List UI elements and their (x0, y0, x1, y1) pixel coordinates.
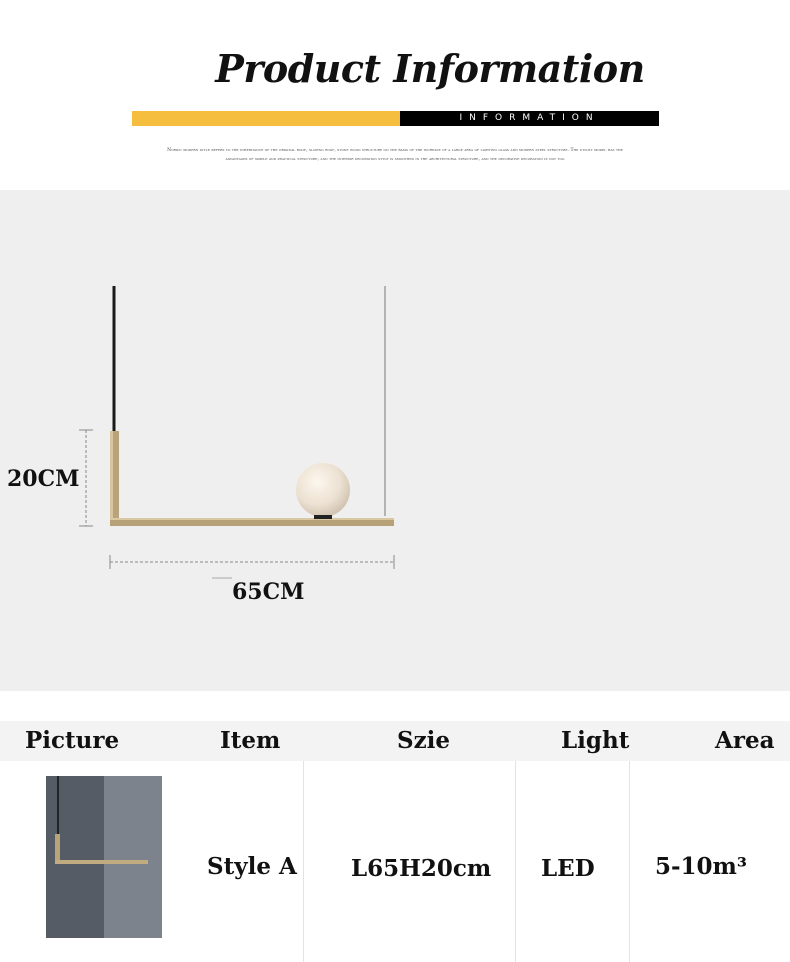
spec-table-row (0, 761, 790, 962)
spec-table-header (0, 721, 790, 761)
cell-size: L65H20cm (351, 855, 492, 882)
cell-item: Style A (207, 853, 297, 880)
column-divider (515, 761, 516, 962)
thumbnail-image (46, 776, 162, 938)
column-divider (629, 761, 630, 962)
header-section (0, 0, 790, 190)
cell-light: LED (541, 855, 595, 882)
description-text: Nordic modern style refers to the inheritance of the original roof, sloping roof, stone wood structure on the basis of the increase of a large area of lighting glass and modern steel structure. The utility model has the advantages of simple and practical structure, and the interior decoration style is smoothed in the architectural structure, and the decorative decoration is not too (167, 148, 623, 162)
header-light: Light (561, 727, 630, 754)
column-divider (303, 761, 304, 962)
header-picture: Picture (25, 727, 120, 754)
product-thumbnail (46, 776, 162, 938)
cell-area: 5-10m³ (655, 853, 747, 880)
header-item: Item (220, 727, 281, 754)
header-size: Szie (397, 727, 451, 754)
header-area: Area (715, 727, 775, 754)
height-label: 20CM (7, 466, 80, 492)
dimension-diagram (0, 190, 790, 691)
info-banner: INFORMATION (400, 111, 659, 126)
glass-globe (296, 463, 350, 517)
page-title: Product Information (215, 46, 645, 91)
lamp-drawing (0, 190, 790, 691)
globe-base (314, 515, 332, 519)
accent-bar (132, 111, 400, 126)
width-label: 65CM (232, 579, 305, 605)
